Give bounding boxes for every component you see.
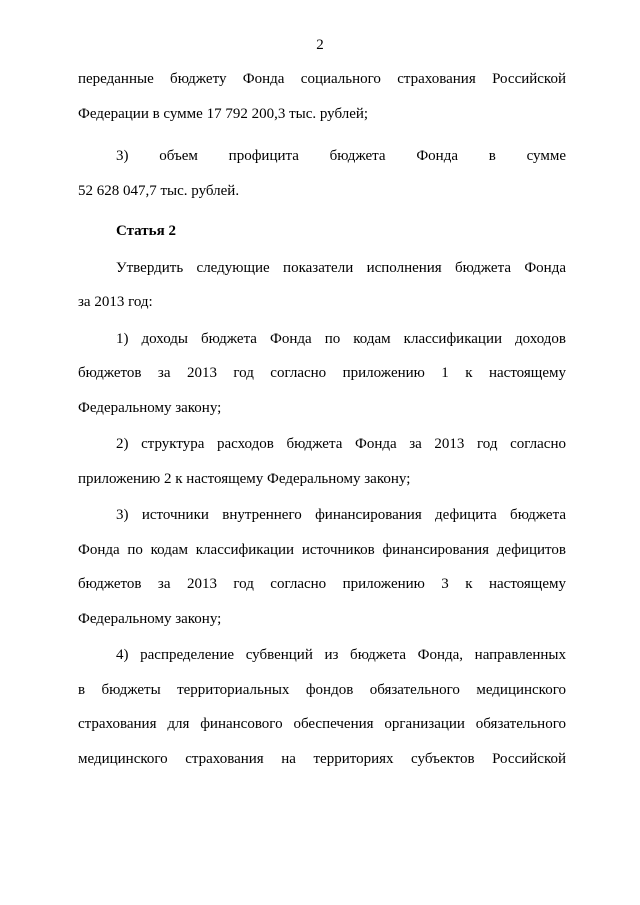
text-line: 4) распределение субвенций из бюджета Фонда, направленных: [116, 647, 566, 663]
text-line: за 2013 год:: [78, 294, 153, 310]
text-line: Федеральному закону;: [78, 610, 222, 627]
text-line: переданные бюджету Фонда социального страхования Российской: [78, 71, 566, 87]
text-line: 52 628 047,7 тыс. рублей.: [78, 182, 240, 199]
text-line: Утвердить следующие показатели исполнения бюджета Фонда: [116, 259, 566, 276]
paragraph-intro: [78, 251, 566, 320]
paragraph-continuation: [78, 62, 566, 131]
text-line: Фонда по кодам классификации источников финансирования дефицитов: [78, 541, 566, 558]
text-line: 2) структура расходов бюджета Фонда за 2013 год согласно: [116, 436, 566, 452]
paragraph-item-1: [78, 322, 566, 426]
document-body: [78, 62, 566, 776]
text-line: 1) доходы бюджета Фонда по кодам классификации доходов: [116, 330, 566, 347]
text-line: приложению 2 к настоящему Федеральному закону;: [78, 470, 411, 487]
page-number: 2: [316, 37, 324, 53]
text-line: Федеральному закону;: [78, 399, 222, 416]
text-line: страхования для финансового обеспечения организации обязательного: [78, 716, 566, 732]
paragraph-item-3b: [78, 498, 566, 636]
text-line: 3) объем профицита бюджета Фонда в сумме: [116, 148, 566, 164]
paragraph-item-4: [78, 638, 566, 776]
text-line: бюджетов за 2013 год согласно приложению 1 к настоящему: [78, 365, 566, 381]
paragraph-item-3: [78, 139, 566, 208]
text-line: Федерации в сумме 17 792 200,3 тыс. рублей;: [78, 105, 369, 122]
text-line: бюджетов за 2013 год согласно приложению 3 к настоящему: [78, 576, 566, 592]
text-line: в бюджеты территориальных фондов обязательного медицинского: [78, 681, 566, 698]
article-heading: Статья 2: [116, 223, 176, 239]
paragraph-item-2: [78, 427, 566, 496]
text-line: 3) источники внутреннего финансирования дефицита бюджета: [116, 507, 566, 523]
text-line: медицинского страхования на территориях субъектов Российской: [78, 750, 566, 767]
